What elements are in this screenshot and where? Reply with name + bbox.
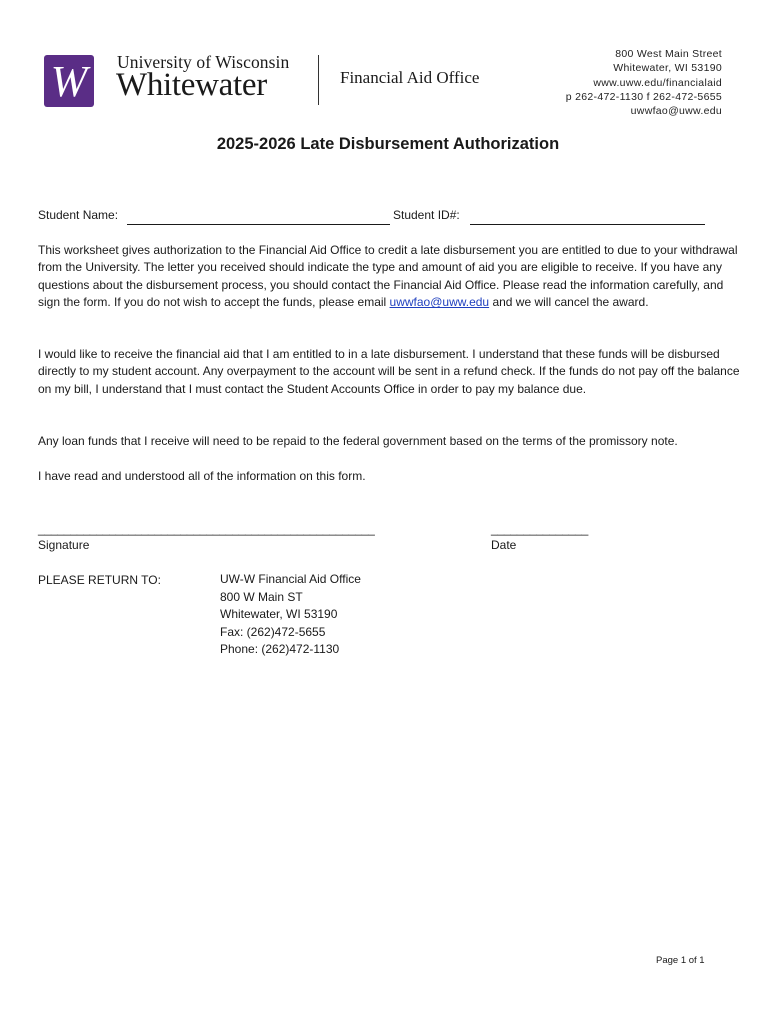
paragraph-authorization	[38, 242, 740, 312]
contact-phone-fax: p 262-472-1130 f 262-472-5655	[565, 90, 722, 103]
email-link[interactable]: uwwfao@uww.edu	[389, 295, 490, 310]
contact-city: Whitewater, WI 53190	[613, 62, 722, 75]
office-name: Financial Aid Office	[340, 68, 480, 87]
form-title: 2025-2026 Late Disbursement Authorization	[216, 135, 560, 153]
university-line: University of Wisconsin	[117, 52, 290, 72]
paragraph-loan: Any loan funds that I receive will need to be repaid to the federal government based on the terms of the promissory note.	[38, 434, 678, 448]
contact-block	[566, 47, 722, 118]
student-name-field[interactable]	[127, 224, 390, 225]
signature-label: Signature	[38, 538, 90, 552]
return-address-line: Phone: (262)472-1130	[220, 642, 340, 657]
uww-logo-icon	[44, 55, 94, 107]
date-line[interactable]: _______________	[491, 522, 589, 536]
paragraph-disbursement: I would like to receive the financial aid that I am entitled to in a late disbursement. I understand that these funds will be disbursed directly to my student account. Any overpayment to the account will be sent in a refund check. If the funds do not pay off the balance on my bill, I understand that I must contact the Student Accounts Office in order to pay my balance due.	[38, 347, 740, 396]
date-label: Date	[491, 538, 517, 552]
return-address-line: Whitewater, WI 53190	[220, 607, 338, 622]
contact-email: uwwfao@uww.edu	[630, 105, 722, 118]
svg-text:W: W	[50, 57, 88, 106]
student-name-label: Student Name:	[38, 208, 119, 222]
header-divider	[318, 55, 319, 105]
return-label: PLEASE RETURN TO:	[38, 573, 161, 587]
student-id-label: Student ID#:	[393, 208, 460, 222]
return-address-line: 800 W Main ST	[220, 589, 303, 604]
paragraph-authorization-tail: and we will cancel the award.	[489, 295, 649, 310]
return-address-line: UW-W Financial Aid Office	[220, 572, 361, 586]
page-number: Page 1 of 1	[656, 955, 705, 966]
contact-website: www.uww.edu/financialaid	[593, 76, 722, 89]
return-address	[220, 571, 361, 659]
signature-line[interactable]: ____________________________________________________	[38, 522, 375, 536]
paragraph-acknowledgement: I have read and understood all of the information on this form.	[38, 469, 366, 483]
student-id-field[interactable]	[470, 224, 705, 225]
return-address-line: Fax: (262)472-5655	[220, 624, 326, 639]
contact-street: 800 West Main Street	[615, 48, 722, 60]
campus-name: Whitewater	[116, 67, 267, 103]
paragraph-authorization-text: This worksheet gives authorization to the Financial Aid Office to credit a late disbursement you are entitled to due to your withdrawal from the University. The letter you received should indicate the type and amount of aid you are eligible to receive. If you have any questions about the disbursement process, you should contact the Financial Aid Office. Please read the information carefully, and sign the form. If you do not wish to accept the funds, please email	[38, 243, 738, 310]
